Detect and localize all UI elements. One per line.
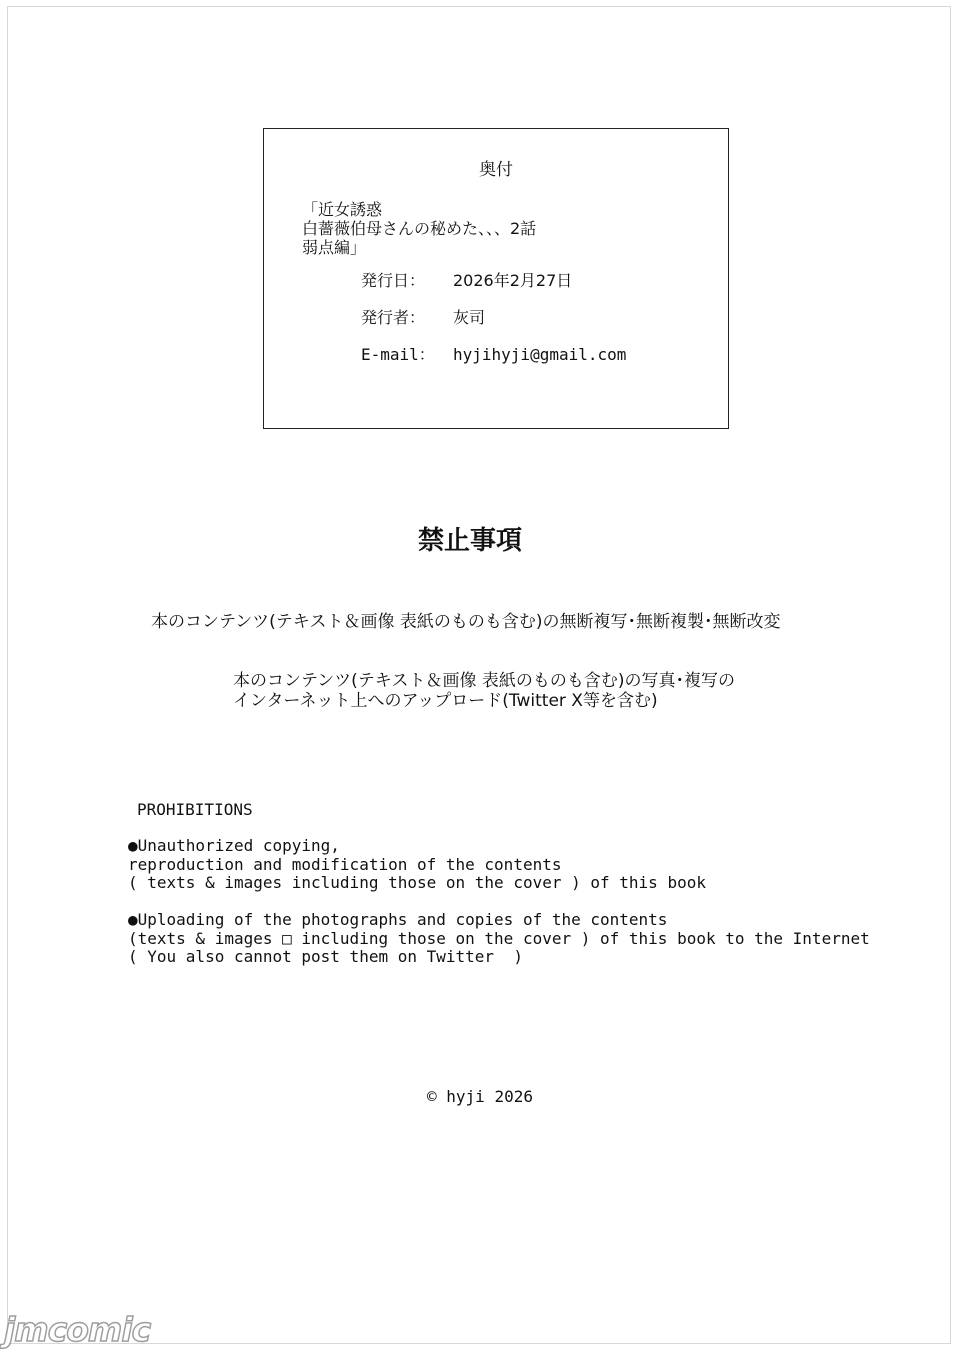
book-title-line: 弱点編」 bbox=[302, 238, 367, 257]
copyright-notice: © hyji 2026 bbox=[427, 1087, 533, 1106]
book-title-line: 「近女誘惑 bbox=[302, 200, 383, 219]
colophon-heading: 奥付 bbox=[479, 160, 513, 180]
publish-date-label: 発行日： bbox=[361, 271, 426, 290]
book-title bbox=[302, 200, 536, 257]
prohibitions-en-heading: PROHIBITIONS bbox=[137, 800, 253, 819]
prohibition-item-copying-jp: 本のコンテンツ(テキスト＆画像 表紙のものも含む)の無断複写･無断複製･無断改変 bbox=[151, 612, 781, 632]
prohibition-item-copying-en: ●Unauthorized copying, reproduction and modification of the contents ( texts & images including those on the cover ) of this book bbox=[128, 836, 706, 892]
prohibition-item-upload-en: ●Uploading of the photographs and copies of the contents (texts & images □ including those on the cover ) of this book to the Internet ( You also cannot post them on Twitter ) bbox=[128, 910, 870, 966]
email-row bbox=[361, 342, 626, 365]
prohibitions-heading: 禁止事項 bbox=[417, 526, 522, 556]
prohibition-item-upload-jp-line1: 本のコンテンツ(テキスト＆画像 表紙のものも含む)の写真･複写の bbox=[233, 671, 735, 691]
publish-date-row bbox=[361, 268, 572, 291]
watermark-logo: jmcomic bbox=[4, 1310, 151, 1349]
email-label: E-mail： bbox=[361, 345, 435, 364]
prohibition-item-upload-jp-line2: インターネット上へのアップロード(Twitter X等を含む) bbox=[233, 691, 658, 711]
book-title-line: 白薔薇伯母さんの秘めた、、、2話 bbox=[302, 219, 537, 238]
publish-date-value: 2026年2月27日 bbox=[453, 271, 573, 290]
colophon-box bbox=[263, 128, 729, 429]
publisher-row bbox=[361, 305, 485, 328]
email-value: hyjihyji@gmail.com bbox=[453, 345, 627, 364]
publisher-value: 灰司 bbox=[453, 308, 486, 327]
publisher-label: 発行者： bbox=[361, 308, 426, 327]
